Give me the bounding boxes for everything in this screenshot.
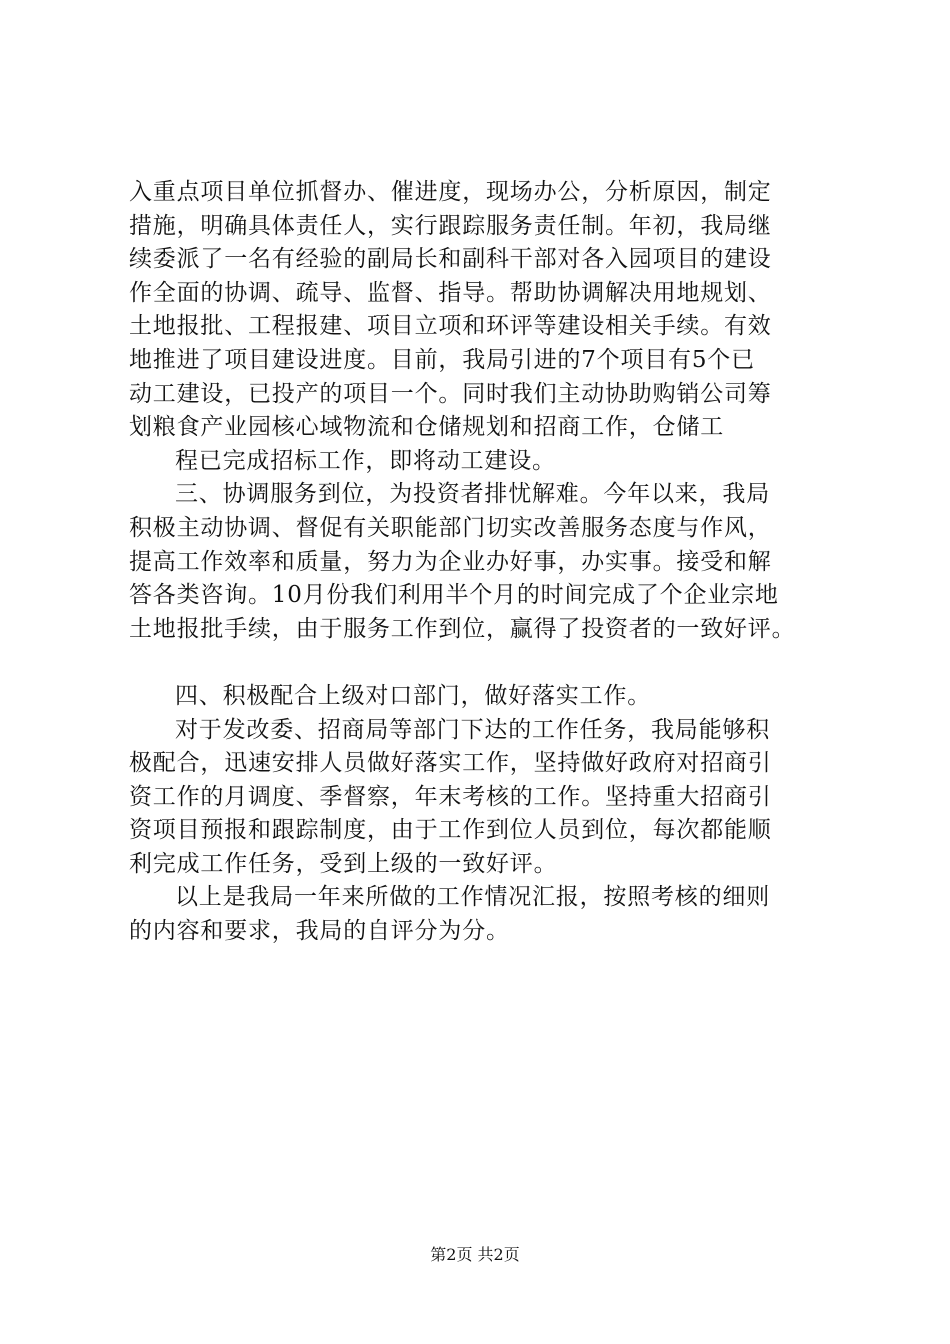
text-line: 土地报批、工程报建、项目立项和环评等建设相关手续。有效 bbox=[129, 313, 772, 340]
text-line: 程已完成招标工作，即将动工建设。 bbox=[175, 447, 556, 474]
section-heading-4: 四、积极配合上级对口部门，做好落实工作。 bbox=[175, 682, 651, 709]
text-line: 答各类咨询。10月份我们利用半个月的时间完成了个企业宗地 bbox=[129, 582, 779, 609]
page-footer: 第2页 共2页 bbox=[430, 1245, 520, 1264]
text-line: 极配合，迅速安排人员做好落实工作，坚持做好政府对招商引 bbox=[129, 750, 772, 777]
text-line: 以上是我局一年来所做的工作情况汇报，按照考核的细则 bbox=[175, 884, 770, 911]
text-line: 动工建设，已投产的项目一个。同时我们主动协助购销公司筹 bbox=[129, 380, 772, 407]
text-line: 利完成工作任务，受到上级的一致好评。 bbox=[129, 850, 558, 877]
text-line: 土地报批手续，由于服务工作到位，赢得了投资者的一致好评。 bbox=[129, 615, 796, 642]
text-line: 续委派了一名有经验的副局长和副科干部对各入园项目的建设 bbox=[129, 246, 772, 273]
text-line: 入重点项目单位抓督办、催进度，现场办公，分析原因，制定 bbox=[129, 179, 772, 205]
text-line: 的内容和要求，我局的自评分为分。 bbox=[129, 918, 510, 945]
text-line: 划粮食产业园核心域物流和仓储规划和招商工作，仓储工 bbox=[129, 414, 724, 441]
text-line: 对于发改委、招商局等部门下达的工作任务，我局能够积 bbox=[175, 716, 770, 743]
text-line: 资项目预报和跟踪制度，由于工作到位人员到位，每次都能顺 bbox=[129, 817, 772, 844]
paragraph-gap bbox=[129, 646, 829, 680]
text-line: 提高工作效率和质量，努力为企业办好事，办实事。接受和解 bbox=[129, 548, 772, 575]
text-line: 积极主动协调、督促有关职能部门切实改善服务态度与作风， bbox=[129, 514, 772, 541]
text-line: 措施，明确具体责任人，实行跟踪服务责任制。年初，我局继 bbox=[129, 212, 772, 239]
section-heading-3: 三、协调服务到位，为投资者排忧解难。今年以来，我局 bbox=[175, 481, 770, 508]
text-line: 作全面的协调、疏导、监督、指导。帮助协调解决用地规划、 bbox=[129, 279, 772, 306]
text-line: 地推进了项目建设进度。目前，我局引进的7个项目有5个已 bbox=[129, 346, 755, 373]
document-body bbox=[129, 176, 829, 949]
text-line: 资工作的月调度、季督察，年末考核的工作。坚持重大招商引 bbox=[129, 783, 772, 810]
